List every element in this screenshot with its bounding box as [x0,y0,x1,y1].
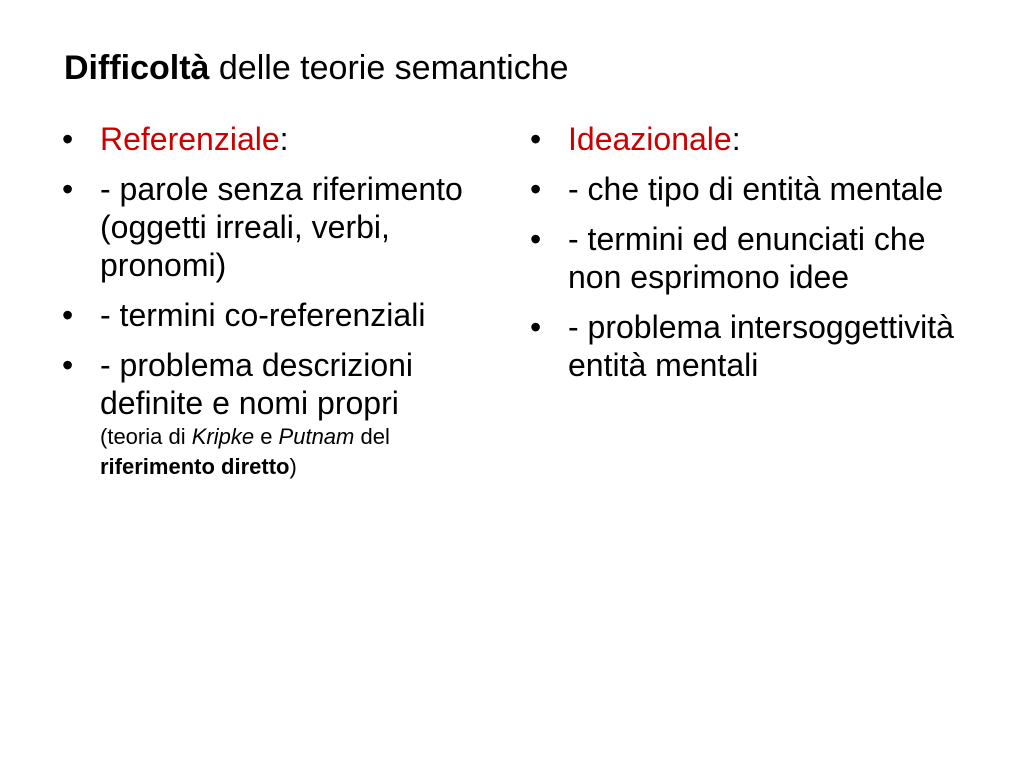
right-heading: Ideazionale [568,121,732,157]
bullet-icon: • [530,171,542,207]
left-heading-colon: : [279,121,289,157]
list-item [530,170,970,208]
left-column [62,120,502,494]
bullet-icon: • [530,121,542,157]
list-item [62,170,502,284]
title-rest: delle teorie semantiche [209,49,569,87]
bullet-icon: • [530,309,542,345]
left-heading-item [62,120,502,158]
list-item [530,220,970,296]
note-del: del [354,424,390,449]
right-item-2: - termini ed enunciati che non esprimono idee [568,221,926,295]
note-putnam: Putnam [278,424,355,449]
bullet-icon: • [62,171,74,207]
note-suffix: ) [289,454,297,479]
list-item [530,308,970,384]
note-bold: riferimento diretto [100,454,290,479]
list-item [62,296,502,334]
bullet-icon: • [62,347,74,383]
left-item-3: - problema descrizioni definite e nomi propri [100,347,414,421]
bullet-icon: • [62,297,74,333]
left-item-2: - termini co-referenziali [100,297,426,333]
left-heading: Referenziale [100,121,280,157]
right-item-3: - problema intersoggettività entità mentali [568,309,954,383]
slide-title [64,44,569,92]
theory-note [100,422,502,482]
right-column [530,120,970,396]
note-and: e [254,424,279,449]
list-item [62,346,502,482]
right-heading-colon: : [731,121,741,157]
right-item-1: - che tipo di entità mentale [568,171,944,207]
bullet-icon: • [530,221,542,257]
bullet-icon: • [62,121,74,157]
right-bullet-list [530,120,970,384]
left-item-1: - parole senza riferimento (oggetti irreali, verbi, pronomi) [100,171,463,283]
note-kripke: Kripke [191,424,255,449]
title-bold-word: Difficoltà [64,49,210,87]
note-prefix: (teoria di [100,424,192,449]
right-heading-item [530,120,970,158]
left-bullet-list [62,120,502,482]
